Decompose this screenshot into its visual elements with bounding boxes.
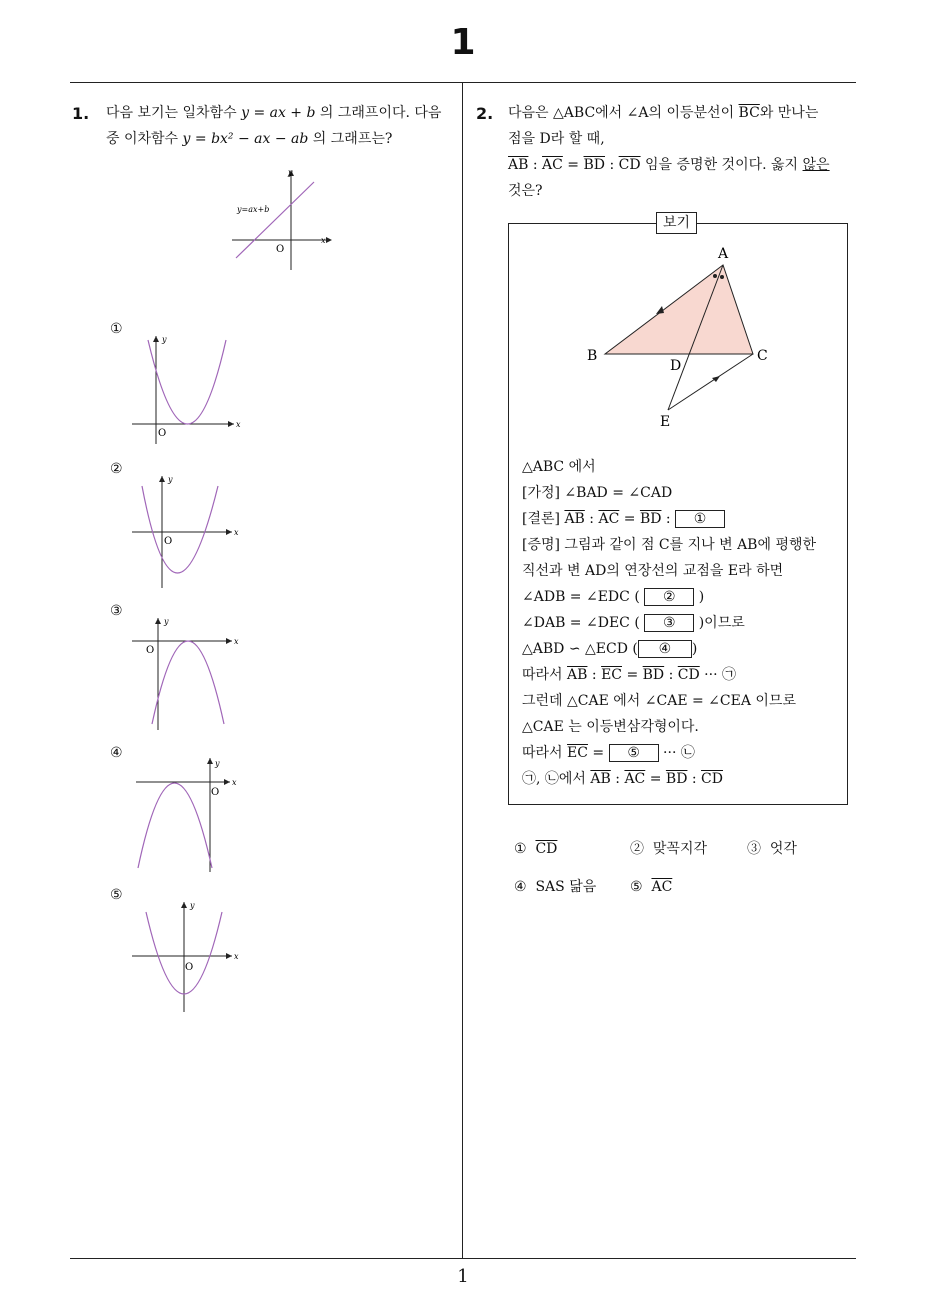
q2-choice-4[interactable]: [514, 877, 596, 897]
q2-proof: [522, 454, 842, 792]
choice-number: ⑤: [630, 879, 643, 895]
x-axis-arrow: [226, 953, 232, 959]
proof-hypothesis: [가정] ∠BAD = ∠CAD: [522, 485, 673, 501]
point-d-label: D: [670, 358, 682, 374]
proof-line: △ABC 에서: [522, 459, 596, 475]
y-label: y: [215, 759, 220, 768]
q1-stem-line2: [106, 126, 458, 152]
proof-line-ratio-1: [522, 662, 842, 688]
q2-stem: [508, 100, 860, 204]
proof-line-final: [522, 766, 842, 792]
proof-line: [증명] 그림과 같이 점 C를 지나 변 AB에 평행한: [522, 537, 817, 553]
y-label: y: [190, 901, 195, 910]
proof-text: △ABD ∽ △ECD (: [522, 641, 638, 657]
segment-bd: $\overline{BD}$: [665, 771, 688, 787]
q1-text: 의 그래프는?: [308, 131, 393, 147]
proof-line: △CAE 는 이등변삼각형이다.: [522, 719, 699, 735]
triangle-abc: [605, 265, 753, 354]
q1-option-2-label[interactable]: ②: [110, 461, 123, 477]
proof-text: )이므로: [698, 615, 745, 631]
origin-label: O: [211, 787, 220, 798]
q1-option-4-graph[interactable]: [128, 754, 243, 879]
choice-number: ②: [630, 841, 644, 857]
proof-text: 따라서: [522, 667, 568, 683]
vertex-c-label: C: [757, 348, 768, 364]
q2-stem-line2: 점을 D라 할 때,: [508, 131, 605, 147]
origin-label: O: [158, 428, 167, 439]
parallel-arrow-ce: [712, 376, 720, 382]
proof-text: =: [622, 667, 643, 683]
proof-line-alternate-angles: [522, 610, 842, 636]
parabola-curve: [138, 783, 212, 868]
segment-ab: $\overline{AB}$: [564, 511, 585, 527]
q1-text: 중 이차함수: [106, 131, 183, 147]
proof-line-similarity: [522, 636, 842, 662]
segment-bd: $\overline{BD}$: [642, 667, 665, 683]
point-e-label: E: [660, 414, 671, 430]
segment-cd: $\overline{CD}$: [677, 667, 700, 683]
q2-stem-line4: 것은?: [508, 183, 543, 199]
origin-label: O: [276, 244, 285, 255]
proof-text: ): [691, 641, 698, 657]
q2-triangle-figure: [580, 240, 780, 435]
x-label: x: [234, 952, 239, 961]
proof-conclusion: [522, 506, 842, 532]
proof-text: :: [661, 511, 676, 527]
q2-choice-2[interactable]: [630, 839, 707, 859]
choice-number: ④: [514, 879, 527, 895]
segment-ec: $\overline{EC}$: [567, 745, 588, 761]
q1-stem-line1: [106, 100, 458, 126]
blank-3: ③: [644, 614, 694, 632]
blank-1: ①: [675, 510, 725, 528]
proof-text: 따라서: [522, 745, 568, 761]
q1-option-4-label[interactable]: ④: [110, 745, 123, 761]
proof-text: ): [698, 589, 705, 605]
q1-option-5-graph[interactable]: [128, 896, 243, 1018]
q1-option-3-graph[interactable]: [128, 612, 243, 732]
x-label: x: [234, 528, 239, 537]
q1-option-1-label[interactable]: ①: [110, 321, 123, 337]
parabola-curve: [152, 641, 224, 724]
q2-choice-5[interactable]: [630, 877, 672, 897]
proof-text: =: [645, 771, 666, 787]
q1-text: 다음 보기는 일차함수: [106, 105, 242, 121]
footer-rule: [70, 1258, 856, 1259]
proof-line-vertical-angles: [522, 584, 842, 610]
proof-line: 그런데 △CAE 에서 ∠CAE = ∠CEA 이므로: [522, 693, 796, 709]
segment-ac: $\overline{AC}$: [542, 157, 563, 173]
x-label: x: [321, 236, 326, 245]
x-axis-arrow: [226, 638, 232, 644]
proof-text: :: [687, 771, 702, 787]
proof-text: :: [584, 511, 599, 527]
proof-line: 직선과 변 AD의 연장선의 교점을 E라 하면: [522, 563, 784, 579]
proof-text: ∠DAB = ∠DEC (: [522, 615, 640, 631]
line-label: y=ax+b: [237, 205, 270, 214]
underlined-not: 않은: [802, 157, 830, 173]
q1-stem: [106, 100, 458, 152]
choice-text: $\overline{AC}$: [651, 879, 673, 895]
page-number-top: 1: [450, 22, 476, 63]
segment-ab: $\overline{AB}$: [567, 667, 588, 683]
q2-number: 2.: [476, 104, 494, 123]
choice-text: $\overline{CD}$: [535, 841, 558, 857]
proof-line-ec: [522, 740, 842, 766]
segment-ac: $\overline{AC}$: [624, 771, 646, 787]
blank-5: ⑤: [609, 744, 659, 762]
segment-ec: $\overline{EC}$: [601, 667, 622, 683]
q2-text: :: [528, 157, 543, 173]
origin-label: O: [164, 536, 173, 547]
y-label: y: [168, 475, 173, 484]
x-axis-arrow: [228, 421, 234, 427]
header-rule: [70, 82, 856, 83]
x-axis-arrow: [224, 779, 230, 785]
segment-ac: $\overline{AC}$: [598, 511, 620, 527]
vertex-a-label: A: [718, 246, 729, 262]
q2-text: 다음은 △ABC에서 ∠A의 이등분선이: [508, 105, 739, 121]
x-axis-arrow: [226, 529, 232, 535]
linear-function-line: [236, 182, 314, 258]
segment-cd: $\overline{CD}$: [618, 157, 641, 173]
proof-text: ㉠, ㉡에서: [522, 771, 591, 787]
blank-2: ②: [644, 588, 694, 606]
choice-number: ③: [747, 841, 761, 857]
q1-option-5-label[interactable]: ⑤: [110, 887, 123, 903]
proof-text: ··· ㉠: [699, 667, 736, 683]
q2-choice-3[interactable]: [747, 839, 797, 859]
y-axis-arrow: [181, 902, 187, 908]
x-axis-arrow: [326, 237, 332, 243]
y-axis-arrow: [159, 476, 165, 482]
q1-text: 의 그래프이다. 다음: [315, 105, 442, 121]
origin-label: O: [185, 962, 194, 973]
choice-text: SAS 닮음: [535, 879, 597, 895]
y-label: y: [164, 617, 169, 626]
proof-text: :: [610, 771, 625, 787]
proof-text: =: [619, 511, 640, 527]
blank-4: ④: [638, 640, 692, 658]
q1-number: 1.: [72, 104, 90, 123]
q2-text: :: [605, 157, 619, 173]
q2-stem-line3: [508, 152, 860, 178]
q2-text: 와 만나는: [759, 105, 819, 121]
segment-bd: $\overline{BD}$: [583, 157, 606, 173]
x-label: x: [234, 637, 239, 646]
q1-option-3-label[interactable]: ③: [110, 603, 123, 619]
x-label: x: [236, 420, 241, 429]
q2-text: 임을 증명한 것이다. 옳지: [640, 157, 803, 173]
parabola-curve: [142, 486, 218, 573]
segment-bc: $\overline{BC}$: [738, 105, 760, 121]
proof-text: =: [587, 745, 609, 761]
segment-ab: $\overline{AB}$: [508, 157, 529, 173]
proof-text: [결론]: [522, 511, 565, 527]
y-axis-arrow: [207, 758, 213, 764]
y-axis-arrow: [155, 618, 161, 624]
q2-stem-line1: [508, 100, 860, 126]
choice-text: 맞꼭지각: [652, 841, 708, 857]
segment-cd: $\overline{CD}$: [701, 771, 723, 787]
y-label: y: [162, 335, 167, 344]
segment-bd: $\overline{BD}$: [639, 511, 662, 527]
column-divider: [462, 83, 463, 1259]
proof-text: :: [587, 667, 602, 683]
q1-formula-linear: y = ax + b: [241, 105, 316, 121]
y-axis-arrow: [153, 336, 159, 342]
footer-page-number: 1: [457, 1266, 469, 1287]
choice-number: ①: [514, 841, 527, 857]
q1-option-1-graph[interactable]: [128, 330, 243, 450]
origin-label: O: [146, 645, 155, 656]
angle-mark-bad: [713, 274, 717, 278]
segment-ab: $\overline{AB}$: [590, 771, 611, 787]
x-label: x: [232, 778, 237, 787]
angle-mark-cad: [720, 275, 724, 279]
proof-text: ··· ㉡: [658, 745, 695, 761]
choice-text: 엇각: [769, 841, 797, 857]
parallel-arrow-ab: [656, 306, 664, 314]
proof-text: :: [664, 667, 678, 683]
proof-text: ∠ADB = ∠EDC (: [522, 589, 640, 605]
q2-text: =: [562, 157, 584, 173]
q1-formula-quadratic: y = bx² − ax − ab: [182, 131, 309, 147]
q2-box-title: 보기: [656, 212, 697, 234]
vertex-b-label: B: [587, 348, 598, 364]
parabola-curve: [148, 340, 226, 424]
q2-choice-1[interactable]: [514, 839, 557, 859]
q1-given-graph: [226, 162, 336, 272]
q1-option-2-graph[interactable]: [128, 470, 243, 590]
y-label: y: [288, 168, 293, 177]
